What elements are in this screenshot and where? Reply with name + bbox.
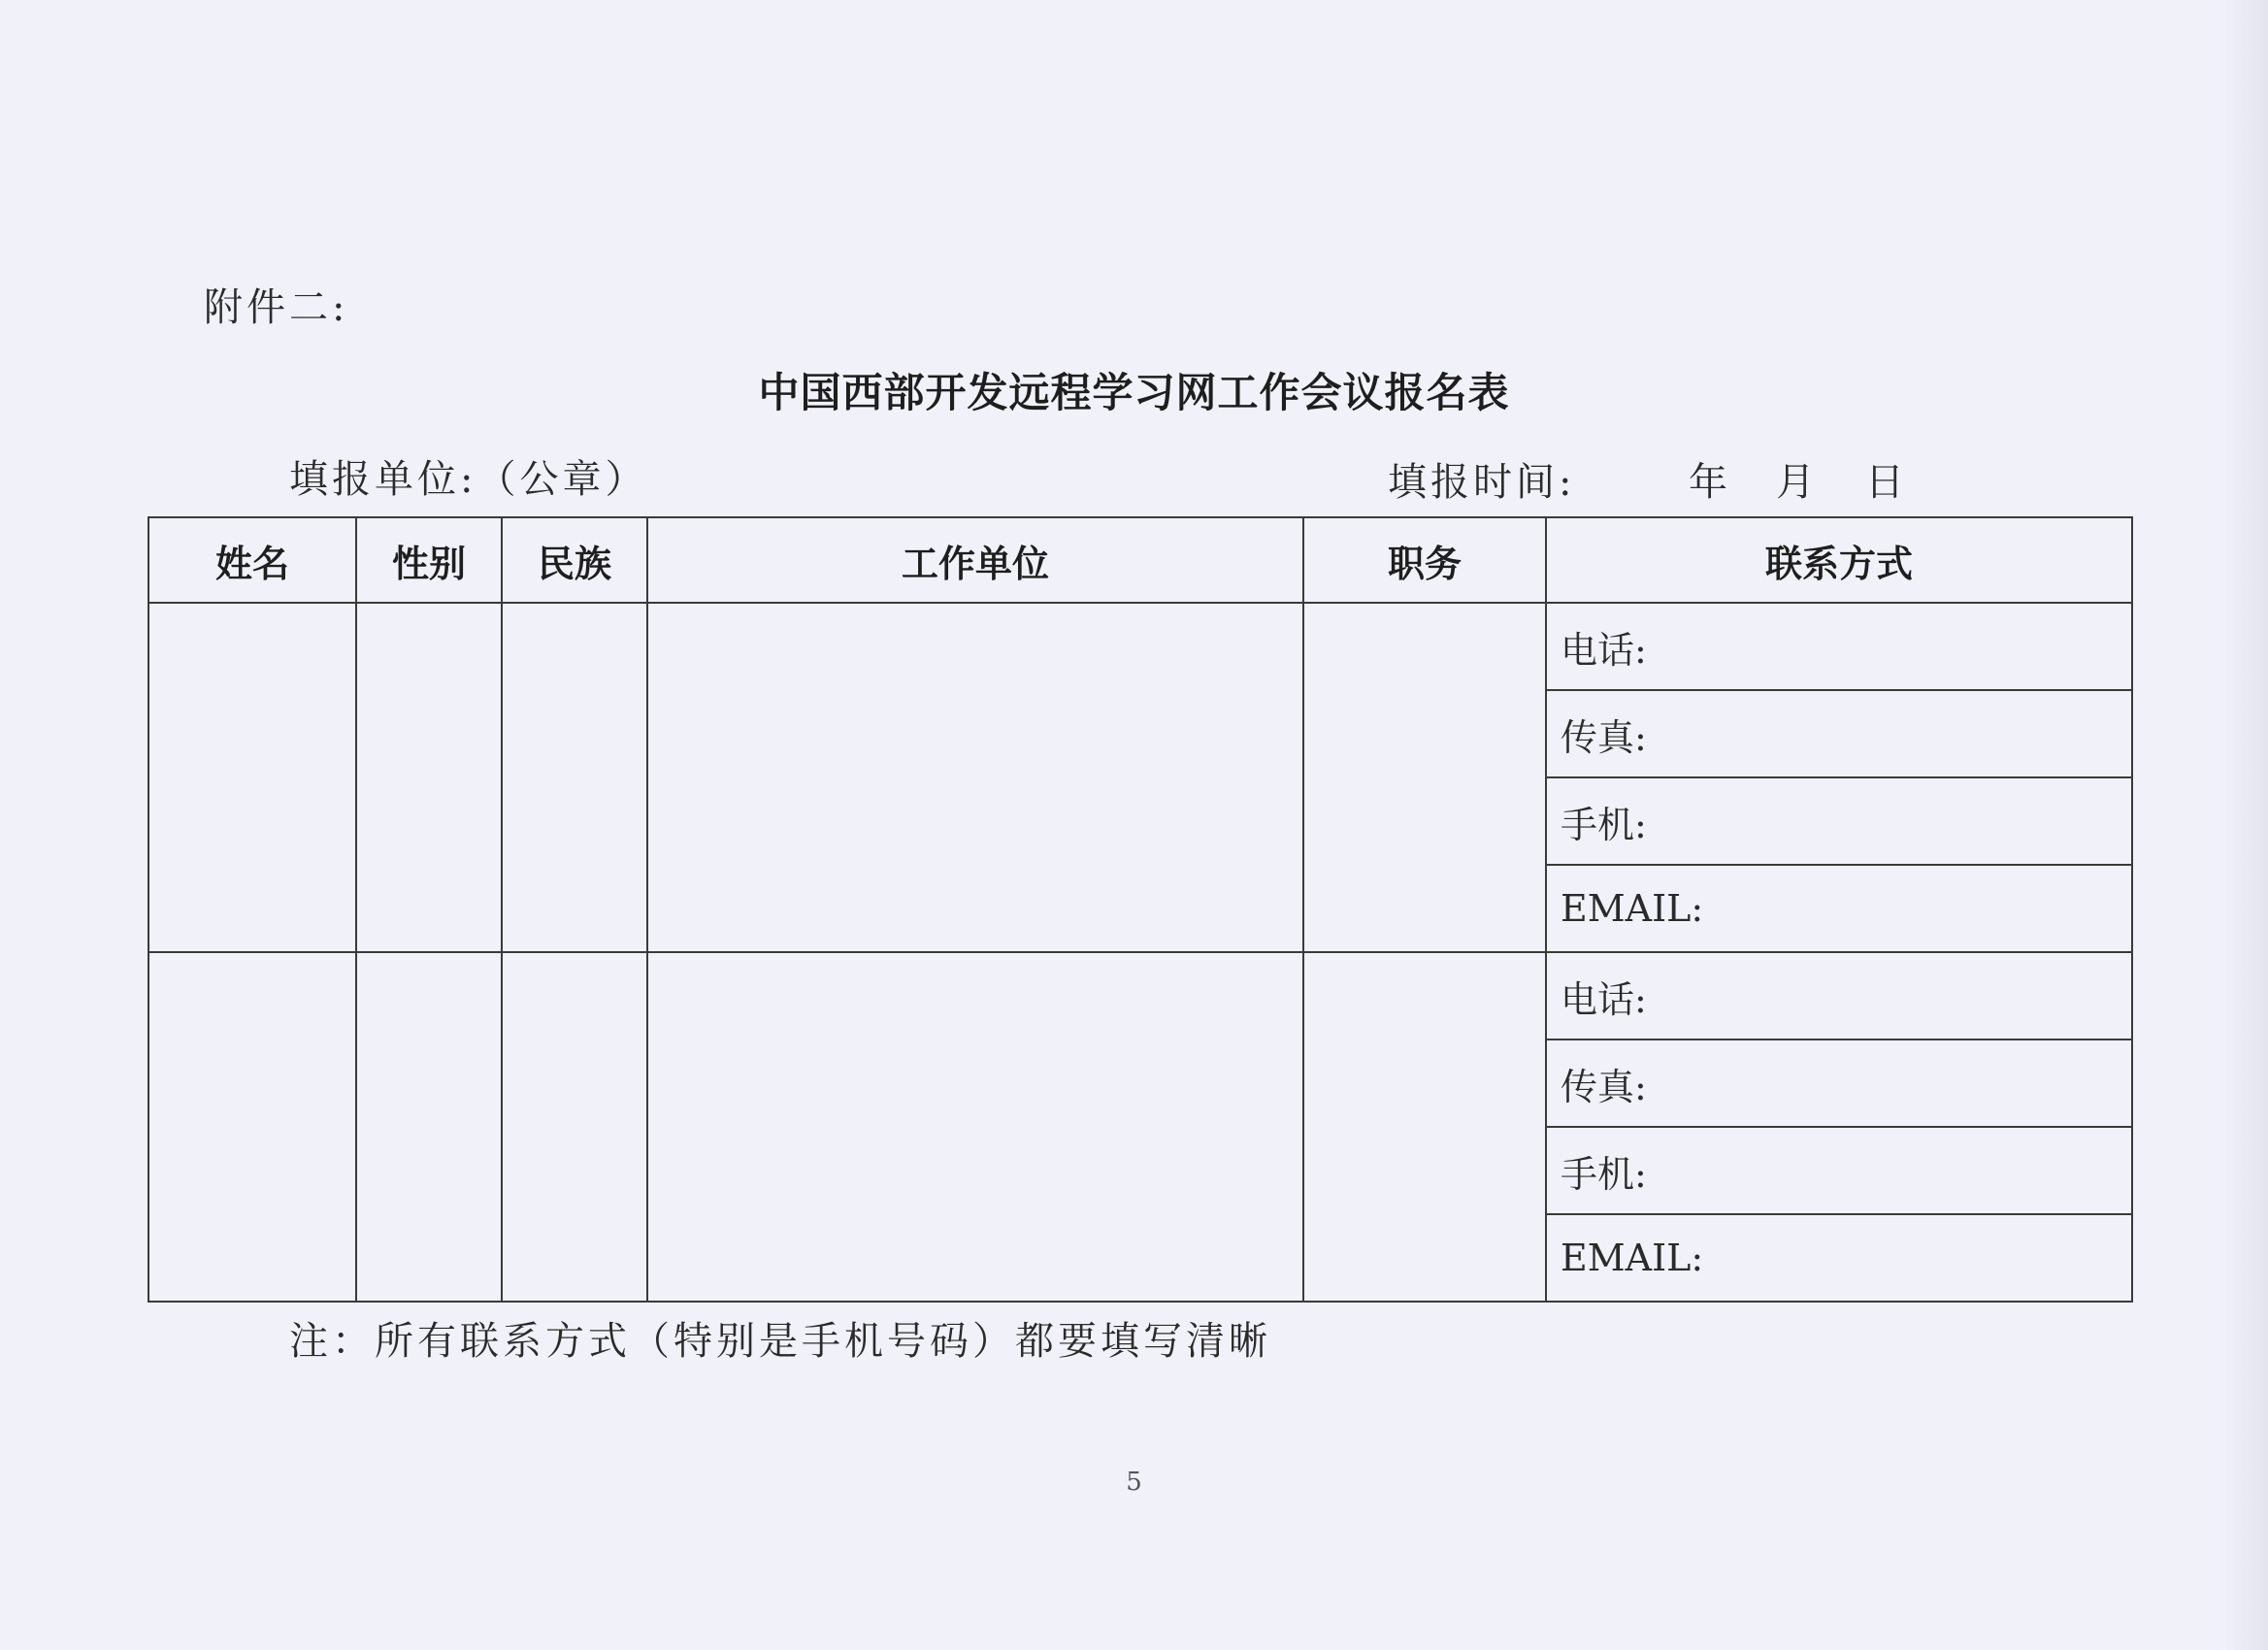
ethnicity-cell[interactable] xyxy=(502,603,647,952)
gender-cell[interactable] xyxy=(356,952,502,1302)
header-contact: 联系方式 xyxy=(1546,517,2132,603)
header-work-unit: 工作单位 xyxy=(647,517,1303,603)
ethnicity-cell[interactable] xyxy=(502,952,647,1302)
position-cell[interactable] xyxy=(1303,952,1546,1302)
header-name: 姓名 xyxy=(148,517,356,603)
fill-unit-label: 填报单位:（公章） xyxy=(289,457,648,502)
work-unit-cell[interactable] xyxy=(647,603,1303,952)
contact-email-cell[interactable]: EMAIL: xyxy=(1546,865,2132,952)
date-day: 日 xyxy=(1865,460,1904,505)
contact-email-cell[interactable]: EMAIL: xyxy=(1546,1214,2132,1302)
date-month: 月 xyxy=(1776,460,1815,505)
contact-mobile-cell[interactable]: 手机: xyxy=(1546,777,2132,865)
contact-fax-cell[interactable]: 传真: xyxy=(1546,1040,2132,1127)
fill-time-label: 填报时间: xyxy=(1388,460,1576,505)
contact-fax-cell[interactable]: 传真: xyxy=(1546,690,2132,777)
table-header-row xyxy=(148,517,2132,603)
footnote: 注：所有联系方式（特别是手机号码）都要填写清晰 xyxy=(289,1319,1271,1364)
contact-phone-cell[interactable]: 电话: xyxy=(1546,603,2132,690)
name-cell[interactable] xyxy=(148,603,356,952)
page-edge-shadow xyxy=(2219,0,2268,1650)
work-unit-cell[interactable] xyxy=(647,952,1303,1302)
contact-mobile-cell[interactable]: 手机: xyxy=(1546,1127,2132,1214)
name-cell[interactable] xyxy=(148,952,356,1302)
registration-table xyxy=(148,516,2133,1303)
header-ethnicity: 民族 xyxy=(502,517,647,603)
gender-cell[interactable] xyxy=(356,603,502,952)
form-title: 中国西部开发远程学习网工作会议报名表 xyxy=(758,369,1510,416)
header-gender: 性别 xyxy=(356,517,502,603)
table-row xyxy=(148,952,2132,1040)
position-cell[interactable] xyxy=(1303,603,1546,952)
header-position: 职务 xyxy=(1303,517,1546,603)
date-year: 年 xyxy=(1689,460,1727,505)
page-number: 5 xyxy=(1126,1468,1142,1497)
contact-phone-cell[interactable]: 电话: xyxy=(1546,952,2132,1040)
table-row xyxy=(148,603,2132,690)
attachment-label: 附件二: xyxy=(204,285,349,330)
